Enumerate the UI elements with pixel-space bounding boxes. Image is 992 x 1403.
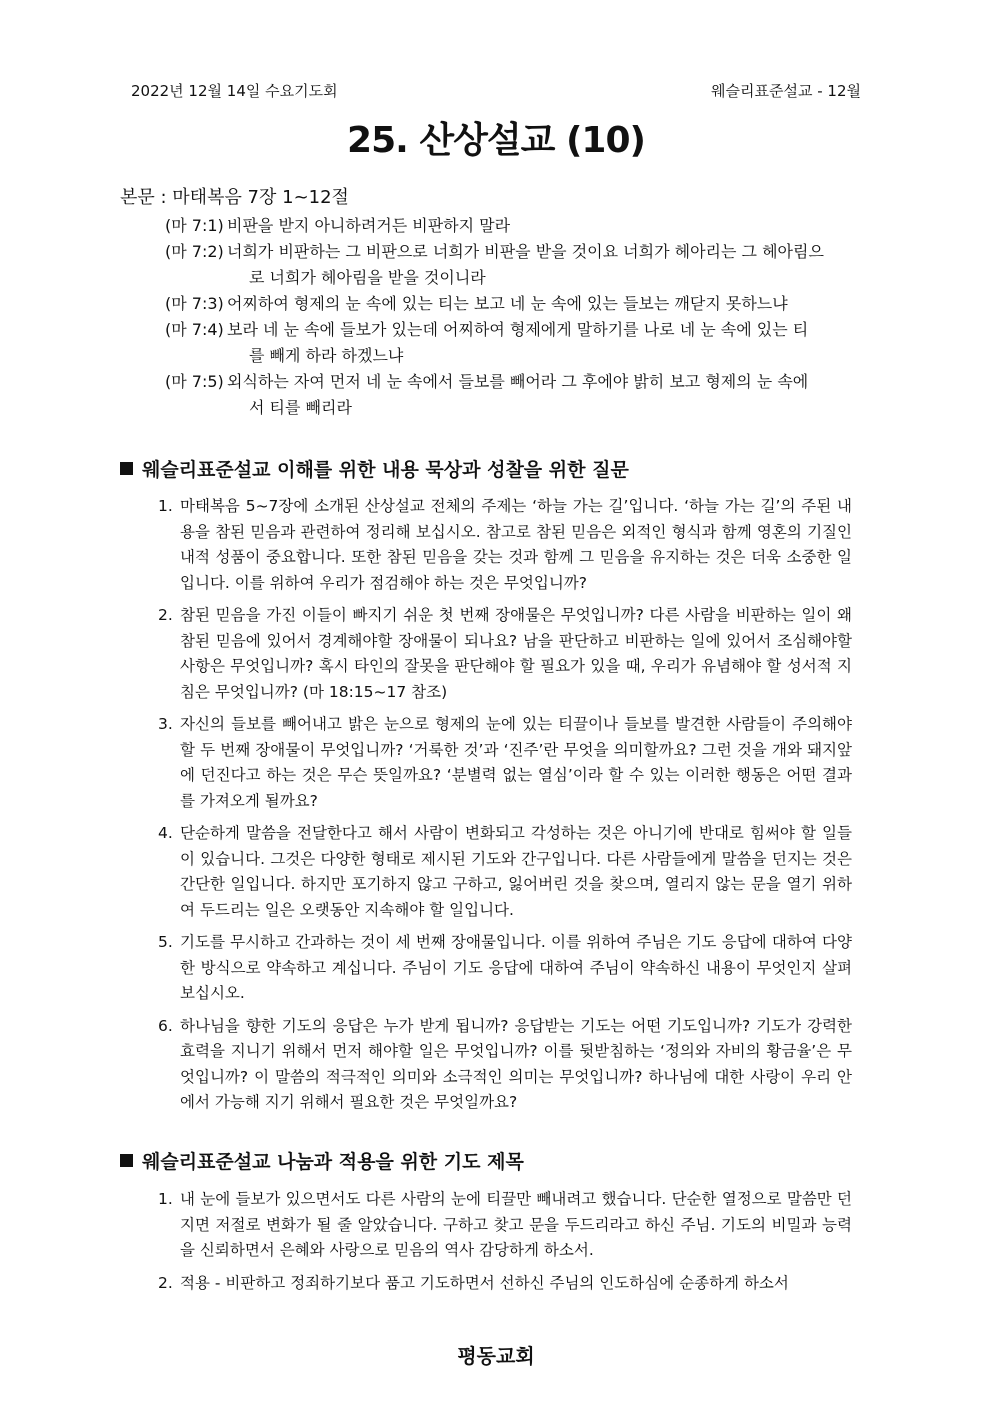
header-series: 웨슬리표준설교 - 12월 [711,82,861,100]
square-bullet-icon [120,1154,133,1167]
question-item [158,930,852,1007]
item-number: 1. [158,1190,173,1208]
verse-list [120,213,840,421]
verse-line [165,317,840,369]
verse-line [165,213,840,239]
item-text: 자신의 들보를 빼어내고 밝은 눈으로 형제의 눈에 있는 티끌이나 들보를 발견한 사람들이 주의해야할 두 번째 장애물이 무엇입니까? ‘거룩한 것’과 ‘진주’란 무엇을 의미할까요? 그런 것을 개와 돼지앞에 던진다고 하는 것은 무슨 뜻일까요? ‘분별력 없는 열심’이라 할 수 있는 이러한 행동은 어떤 결과를 가져오게 될까요? [180,715,852,810]
prayer-item [158,1271,852,1297]
prayer-item [158,1187,852,1264]
item-text: 단순하게 말씀을 전달한다고 해서 사람이 변화되고 각성하는 것은 아니기에 반대로 힘써야 할 일들이 있습니다. 그것은 다양한 형태로 제시된 기도와 간구입니다. 다른 사람들에게 말씀을 던지는 것은 간단한 일입니다. 하지만 포기하지 않고 구하고, 잃어버린 것을 찾으며, 열리지 않는 문을 열기 위하여 두드리는 일은 오랫동안 지속해야 할 일입니다. [180,824,852,919]
header-date: 2022년 12월 14일 수요기도회 [131,82,338,100]
verse-text: 어찌하여 형제의 눈 속에 있는 티는 보고 네 눈 속에 있는 들보는 깨닫지 못하느냐 [227,294,788,313]
item-text: 마태복음 5~7장에 소개된 산상설교 전체의 주제는 ‘하늘 가는 길’입니다. ‘하늘 가는 길’의 주된 내용을 참된 믿음과 관련하여 정리해 보십시오. 참고로 참된 믿음은 외적인 형식과 함께 영혼의 기질인 내적 성품이 중요합니다. 또한 참된 믿음을 갖는 것과 함께 그 믿음을 유지하는 것은 더욱 소중한 일입니다. 이를 위하여 우리가 점검해야 하는 것은 무엇입니까? [180,497,852,592]
verse-continuation: 를 빼게 하라 하겠느냐 [249,346,404,365]
item-number: 4. [158,824,173,842]
section-title-questions [120,455,629,482]
verse-text: 비판을 받지 아니하려거든 비판하지 말라 [227,216,511,235]
item-text: 하나님을 향한 기도의 응답은 누가 받게 됩니까? 응답받는 기도는 어떤 기도입니까? 기도가 강력한 효력을 지니기 위해서 먼저 해야할 일은 무엇입니까? 이를 뒷받침하는 ‘정의와 자비의 황금율’은 무엇입니까? 이 말씀의 적극적인 의미와 소극적인 의미는 무엇입니까? 하나님에 대한 사랑이 우리 안에서 가능해 지기 위해서 필요한 것은 무엇일까요? [180,1016,852,1111]
question-item [158,712,852,814]
church-name: 평동교회 [457,1344,535,1368]
scripture-block [120,183,840,421]
verse-ref: (마 7:5) [165,372,224,391]
question-item [158,821,852,923]
scripture-label: 본문 : 마태복음 7장 1~12절 [120,187,349,208]
section-title-text: 웨슬리표준설교 이해를 위한 내용 묵상과 성찰을 위한 질문 [142,459,629,481]
verse-ref: (마 7:2) [165,242,224,261]
question-item [158,494,852,596]
verse-ref: (마 7:3) [165,294,224,313]
question-item [158,603,852,705]
verse-text: 너희가 비판하는 그 비판으로 너희가 비판을 받을 것이요 너희가 헤아리는 그 헤아림으 [227,242,824,261]
section-title-prayer [120,1147,524,1174]
page-title: 25. 산상설교 (10) [347,120,645,161]
question-item [158,1014,852,1116]
item-number: 1. [158,497,173,515]
verse-continuation: 서 티를 빼리라 [249,398,352,417]
verse-line [165,369,840,421]
item-text: 기도를 무시하고 간과하는 것이 세 번째 장애물입니다. 이를 위하여 주님은 기도 응답에 대하여 다양한 방식으로 약속하고 계십니다. 주님이 기도 응답에 대하여 주님이 약속하신 내용이 무엇인지 살펴보십시오. [180,933,852,1002]
item-text: 적용 - 비판하고 정죄하기보다 품고 기도하면서 선하신 주님의 인도하심에 순종하게 하소서 [180,1273,789,1292]
verse-continuation: 로 너희가 헤아림을 받을 것이니라 [249,268,486,287]
page-header [131,80,861,104]
square-bullet-icon [120,462,133,475]
item-number: 3. [158,715,173,733]
verse-line [165,291,840,317]
item-number: 2. [158,1273,173,1292]
verse-text: 보라 네 눈 속에 들보가 있는데 어찌하여 형제에게 말하기를 나로 네 눈 속에 있는 티 [227,320,809,339]
verse-line [165,239,840,291]
item-number: 6. [158,1016,173,1035]
item-number: 2. [158,606,173,624]
verse-ref: (마 7:1) [165,216,224,235]
question-list [158,494,852,1123]
prayer-list [158,1187,852,1303]
item-number: 5. [158,933,173,951]
verse-text: 외식하는 자여 먼저 네 눈 속에서 들보를 빼어라 그 후에야 밝히 보고 형제의 눈 속에 [227,372,809,391]
verse-ref: (마 7:4) [165,320,224,339]
item-text: 내 눈에 들보가 있으면서도 다른 사람의 눈에 티끌만 빼내려고 했습니다. 단순한 열정으로 말씀만 던지면 저절로 변화가 될 줄 알았습니다. 구하고 찾고 문을 두드리라고 하신 주님. 기도의 비밀과 능력을 신뢰하면서 은혜와 사랑으로 믿음의 역사 감당하게 하소서. [180,1190,852,1259]
section-title-text: 웨슬리표준설교 나눔과 적용을 위한 기도 제목 [142,1151,524,1173]
item-text: 참된 믿음을 가진 이들이 빠지기 쉬운 첫 번째 장애물은 무엇입니까? 다른 사람을 비판하는 일이 왜 참된 믿음에 있어서 경계해야할 장애물이 되나요? 남을 판단하고 비판하는 일에 있어서 조심해야할 사항은 무엇입니까? 혹시 타인의 잘못을 판단해야 할 필요가 있을 때, 우리가 유념해야 할 성서적 지침은 무엇입니까? (마 18:15~17 참조) [180,606,852,701]
